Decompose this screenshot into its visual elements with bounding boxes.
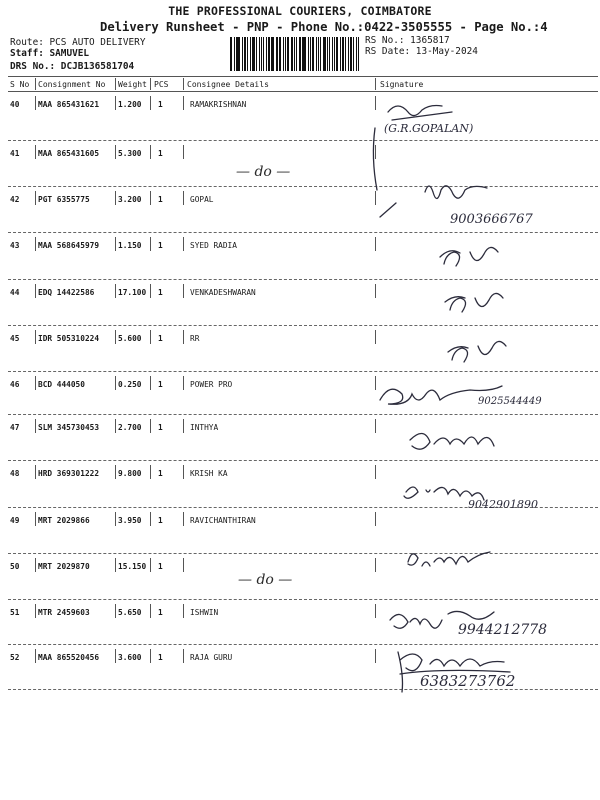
- barcode-bar: [348, 37, 349, 71]
- barcode-bar: [340, 37, 341, 71]
- cell-sno: 47: [10, 423, 20, 432]
- barcode-bar: [256, 37, 257, 71]
- row-divider: [115, 330, 116, 344]
- row-divider: [35, 649, 36, 663]
- cell-consignee: RAVICHANTHIRAN: [190, 516, 256, 525]
- row-divider: [115, 604, 116, 618]
- row-divider: [183, 237, 184, 251]
- barcode-bar: [230, 37, 232, 71]
- row-divider: [150, 558, 151, 572]
- cell-sno: 45: [10, 334, 20, 343]
- cell-consignment: PGT 6355775: [38, 195, 90, 204]
- col-weight: Weight: [118, 80, 147, 89]
- handwritten-name: (G.R.GOPALAN): [384, 122, 474, 135]
- barcode-bar: [237, 37, 240, 71]
- row-divider: [115, 145, 116, 159]
- cell-sno: 41: [10, 149, 20, 158]
- barcode-bar: [345, 37, 346, 71]
- row-divider: [150, 512, 151, 526]
- barcode-bar: [320, 37, 321, 71]
- cell-consignment: MRT 2029866: [38, 516, 90, 525]
- col-consignment: Consignment No: [38, 80, 106, 89]
- barcode-bar: [263, 37, 264, 71]
- barcode-bar: [350, 37, 352, 71]
- row-divider: [183, 419, 184, 433]
- ditto-mark: — do —: [238, 572, 293, 588]
- handwritten-phone: 9944212778: [458, 622, 548, 638]
- col-pcs: PCS: [154, 80, 169, 89]
- barcode-bar: [318, 37, 319, 71]
- cell-consignee: INTHYA: [190, 423, 219, 432]
- rs-date: RS Date: 13-May-2024: [365, 46, 478, 57]
- handwritten-phone: 6383273762: [420, 672, 516, 690]
- barcode-bar: [296, 37, 297, 71]
- row-divider: [150, 376, 151, 390]
- barcode-bar: [261, 37, 263, 71]
- row-divider: [150, 649, 151, 663]
- col-signature: Signature: [380, 80, 424, 89]
- barcode-bar: [327, 37, 328, 71]
- row-divider: [150, 604, 151, 618]
- row-divider: [115, 419, 116, 433]
- row-divider: [115, 191, 116, 205]
- cell-pcs: 1: [158, 149, 163, 158]
- cell-sno: 44: [10, 288, 20, 297]
- cell-consignment: IDR 505310224: [38, 334, 100, 343]
- cell-sno: 50: [10, 562, 20, 571]
- drs-number: DRS No.: DCJB136581704: [10, 61, 135, 72]
- cell-consignee: RAJA GURU: [190, 653, 233, 662]
- cell-weight: 1.150: [118, 241, 142, 250]
- cell-consignment: EDQ 14422586: [38, 288, 95, 297]
- barcode-bar: [334, 37, 335, 71]
- row-divider: [150, 465, 151, 479]
- cell-sno: 42: [10, 195, 20, 204]
- row-divider: [35, 191, 36, 205]
- cell-weight: 3.200: [118, 195, 142, 204]
- row-divider: [35, 376, 36, 390]
- row-divider: [183, 191, 184, 205]
- ditto-mark: — do —: [236, 164, 291, 180]
- cell-pcs: 1: [158, 469, 163, 478]
- row-divider: [115, 284, 116, 298]
- row-divider: [150, 330, 151, 344]
- cell-consignment: MAA 865431605: [38, 149, 100, 158]
- barcode-bar: [283, 37, 284, 71]
- cell-consignee: VENKADESHWARAN: [190, 288, 256, 297]
- row-divider: [35, 145, 36, 159]
- row-divider: [115, 376, 116, 390]
- cell-consignment: MRT 2029870: [38, 562, 90, 571]
- barcode: [230, 37, 360, 71]
- barcode-bar: [353, 37, 354, 71]
- cell-weight: 17.100: [118, 288, 147, 297]
- barcode-bar: [250, 37, 251, 71]
- barcode-bar: [310, 37, 311, 71]
- cell-pcs: 1: [158, 334, 163, 343]
- staff-label: Staff: SAMUVEL: [10, 48, 90, 59]
- row-divider: [150, 237, 151, 251]
- route-label: Route: PCS AUTO DELIVERY: [10, 37, 146, 48]
- col-divider: [375, 78, 376, 90]
- row-divider: [183, 330, 184, 344]
- row-divider: [150, 145, 151, 159]
- barcode-bar: [252, 37, 255, 71]
- cell-weight: 1.200: [118, 100, 142, 109]
- barcode-bar: [277, 37, 278, 71]
- barcode-bar: [234, 37, 235, 71]
- cell-consignment: MAA 865431621: [38, 100, 100, 109]
- row-divider: [183, 284, 184, 298]
- handwritten-phone: 9003666767: [450, 212, 533, 227]
- barcode-bar: [247, 37, 249, 71]
- header-top-rule: [8, 76, 598, 77]
- row-divider: [150, 96, 151, 110]
- row-divider: [183, 649, 184, 663]
- row-divider: [115, 649, 116, 663]
- barcode-bar: [287, 37, 290, 71]
- row-divider: [183, 145, 184, 159]
- row-divider: [183, 558, 184, 572]
- cell-sno: 52: [10, 653, 20, 662]
- row-divider: [183, 465, 184, 479]
- cell-pcs: 1: [158, 423, 163, 432]
- row-divider: [150, 284, 151, 298]
- cell-sno: 46: [10, 380, 20, 389]
- cell-pcs: 1: [158, 653, 163, 662]
- cell-sno: 40: [10, 100, 20, 109]
- row-divider: [115, 96, 116, 110]
- cell-sno: 48: [10, 469, 20, 478]
- row-divider: [35, 284, 36, 298]
- col-sno: S No: [10, 80, 30, 89]
- barcode-bar: [285, 37, 286, 71]
- cell-consignment: HRD 369301222: [38, 469, 100, 478]
- cell-consignee: RAMAKRISHNAN: [190, 100, 247, 109]
- cell-pcs: 1: [158, 195, 163, 204]
- barcode-bar: [244, 37, 246, 71]
- company-name: THE PROFESSIONAL COURIERS, COIMBATORE: [168, 4, 432, 18]
- barcode-bar: [268, 37, 270, 71]
- row-divider: [115, 465, 116, 479]
- cell-sno: 51: [10, 608, 20, 617]
- row-divider: [150, 419, 151, 433]
- barcode-bar: [294, 37, 295, 71]
- cell-weight: 5.600: [118, 334, 142, 343]
- cell-pcs: 1: [158, 608, 163, 617]
- cell-sno: 43: [10, 241, 20, 250]
- barcode-bar: [336, 37, 338, 71]
- cell-weight: 3.600: [118, 653, 142, 662]
- barcode-bar: [271, 37, 274, 71]
- row-divider: [115, 237, 116, 251]
- row-divider: [35, 96, 36, 110]
- cell-weight: 0.250: [118, 380, 142, 389]
- cell-consignment: BCD 444050: [38, 380, 85, 389]
- barcode-bar: [276, 37, 277, 71]
- cell-consignee: POWER PRO: [190, 380, 233, 389]
- row-divider: [115, 512, 116, 526]
- row-divider: [35, 465, 36, 479]
- barcode-bar: [259, 37, 260, 71]
- cell-weight: 9.800: [118, 469, 142, 478]
- row-divider: [35, 512, 36, 526]
- row-divider: [35, 419, 36, 433]
- col-divider: [150, 78, 151, 90]
- cell-weight: 2.700: [118, 423, 142, 432]
- cell-pcs: 1: [158, 562, 163, 571]
- row-divider: [150, 191, 151, 205]
- runsheet-title: Delivery Runsheet - PNP - Phone No.:0422-3505555 - Page No.:4: [100, 20, 548, 34]
- cell-consignee: SYED RADIA: [190, 241, 237, 250]
- barcode-bar: [316, 37, 318, 71]
- cell-consignment: MAA 568645979: [38, 241, 100, 250]
- col-divider: [183, 78, 184, 90]
- cell-pcs: 1: [158, 288, 163, 297]
- col-consignee: Consignee Details: [187, 80, 269, 89]
- cell-pcs: 1: [158, 100, 163, 109]
- row-divider: [183, 604, 184, 618]
- row-divider: [35, 330, 36, 344]
- barcode-bar: [342, 37, 345, 71]
- cell-pcs: 1: [158, 380, 163, 389]
- barcode-bar: [266, 37, 267, 71]
- rs-number: RS No.: 1365817: [365, 35, 450, 46]
- barcode-bar: [242, 37, 243, 71]
- signature-area: [370, 92, 600, 792]
- cell-weight: 5.650: [118, 608, 142, 617]
- handwritten-phone: 9042901890: [468, 498, 538, 511]
- cell-consignee: RR: [190, 334, 200, 343]
- barcode-bar: [332, 37, 333, 71]
- row-divider: [183, 96, 184, 110]
- cell-pcs: 1: [158, 516, 163, 525]
- barcode-bar: [356, 37, 358, 71]
- barcode-bar: [312, 37, 314, 71]
- cell-consignee: KRISH KA: [190, 469, 228, 478]
- barcode-bar: [323, 37, 326, 71]
- barcode-bar: [329, 37, 331, 71]
- barcode-bar: [308, 37, 309, 71]
- row-divider: [183, 512, 184, 526]
- cell-consignment: MAA 865520456: [38, 653, 100, 662]
- row-divider: [183, 376, 184, 390]
- row-divider: [35, 558, 36, 572]
- barcode-bar: [358, 37, 359, 71]
- row-divider: [35, 237, 36, 251]
- row-divider: [35, 604, 36, 618]
- cell-sno: 49: [10, 516, 20, 525]
- cell-consignment: MTR 2459603: [38, 608, 90, 617]
- cell-pcs: 1: [158, 241, 163, 250]
- barcode-bar: [299, 37, 301, 71]
- cell-consignment: SLM 345730453: [38, 423, 100, 432]
- cell-weight: 15.150: [118, 562, 147, 571]
- cell-weight: 5.300: [118, 149, 142, 158]
- barcode-bar: [303, 37, 306, 71]
- barcode-bar: [279, 37, 281, 71]
- cell-weight: 3.950: [118, 516, 142, 525]
- cell-consignee: ISHWIN: [190, 608, 219, 617]
- handwritten-phone: 9025544449: [478, 396, 542, 407]
- row-divider: [115, 558, 116, 572]
- barcode-bar: [291, 37, 293, 71]
- barcode-bar: [302, 37, 303, 71]
- barcode-bar: [236, 37, 237, 71]
- col-divider: [35, 78, 36, 90]
- col-divider: [115, 78, 116, 90]
- cell-consignee: GOPAL: [190, 195, 214, 204]
